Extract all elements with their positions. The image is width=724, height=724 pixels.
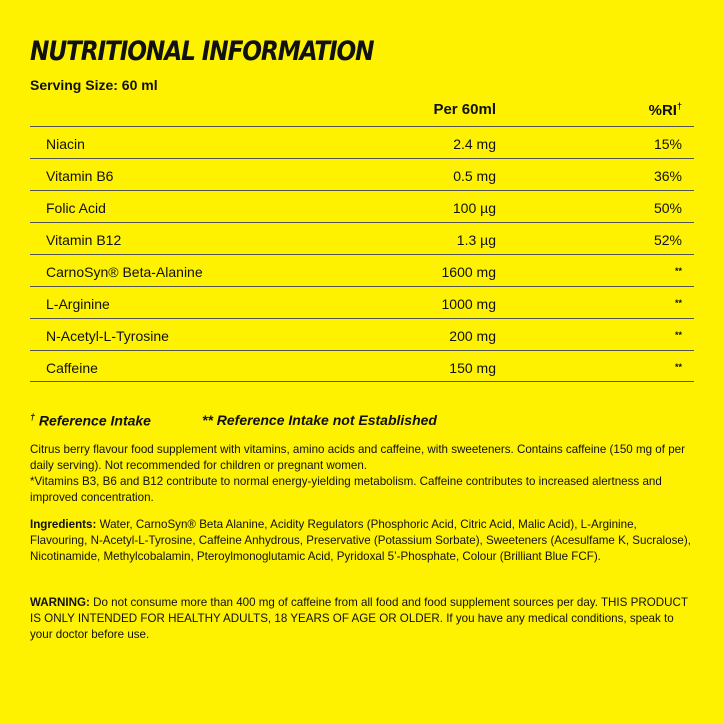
nutrient-name: Vitamin B6 [46, 168, 114, 184]
table-row [30, 158, 694, 190]
table-row [30, 350, 694, 382]
table-row [30, 318, 694, 350]
footnote-not-established: ** Reference Intake not Established [202, 412, 437, 428]
ingredients-paragraph [30, 517, 694, 565]
page-title: NUTRITIONAL INFORMATION [30, 36, 374, 67]
warning-paragraph [30, 595, 694, 643]
nutrient-ri: ** [674, 362, 682, 372]
table-row [30, 126, 694, 158]
nutrient-ri: 15% [653, 136, 682, 152]
ingredients-text: Water, CarnoSyn® Beta Alanine, Acidity Regulators (Phosphoric Acid, Citric Acid, Malic Acid), L-Arginine, Flavouring, N-Acetyl-L-Tyrosine, Caffeine Anhydrous, Preservative (Potassium Sorbate), Sweeteners (Acesulfame K, Sucralose), Nicotinamide, Methylcobalamin, Pteroylmonoglutamic Acid, Pyridoxal 5’-Phosphate, Colour (Brilliant Blue FCF). [30, 518, 691, 563]
column-header-ri-label: %RI [648, 102, 677, 119]
nutrient-ri: 52% [653, 232, 682, 248]
product-description: Citrus berry flavour food supplement with vitamins, amino acids and caffeine, with sweeteners. Contains caffeine (150 mg of per daily serving). Not recommended for children or pregnant women. [30, 443, 685, 472]
nutrient-ri: 36% [653, 168, 682, 184]
table-row [30, 190, 694, 222]
table-row [30, 222, 694, 254]
nutrient-name: Folic Acid [46, 200, 106, 216]
nutrient-ri: ** [674, 266, 682, 276]
table-row [30, 254, 694, 286]
table-row [30, 286, 694, 318]
nutrient-ri: ** [674, 298, 682, 308]
column-header-ri [649, 101, 682, 119]
nutrient-amount: 200 mg [449, 328, 496, 344]
nutrient-name: N-Acetyl-L-Tyrosine [46, 328, 169, 344]
nutrient-amount: 2.4 mg [453, 136, 496, 152]
footnote-text: Reference Intake [35, 412, 151, 429]
nutrient-amount: 150 mg [449, 360, 496, 376]
nutrient-amount: 1600 mg [441, 264, 496, 280]
nutrient-name: Caffeine [46, 360, 98, 376]
nutrient-amount: 1.3 µg [456, 232, 496, 248]
nutrient-amount: 1000 mg [441, 296, 496, 312]
nutrient-name: Vitamin B12 [46, 232, 122, 248]
column-header-per-serving: Per 60ml [433, 101, 496, 118]
nutrient-name: Niacin [46, 136, 85, 152]
nutrient-amount: 100 µg [452, 200, 496, 216]
column-header-ri-mark: † [676, 101, 682, 111]
footnote-mark: † [30, 412, 36, 422]
nutrient-name: CarnoSyn® Beta-Alanine [46, 264, 203, 280]
nutrient-ri: ** [674, 330, 682, 340]
nutrition-table [30, 126, 694, 382]
vitamins-note: *Vitamins B3, B6 and B12 contribute to normal energy-yielding metabolism. Caffeine contributes to increased alertness and improved concentration. [30, 475, 662, 504]
serving-size: Serving Size: 60 ml [30, 77, 158, 93]
footnote-reference-intake [30, 412, 151, 429]
nutrient-ri: 50% [653, 200, 682, 216]
warning-text: Do not consume more than 400 mg of caffeine from all food and food supplement sources per day. THIS PRODUCT IS ONLY INTENDED FOR HEALTHY ADULTS, 18 YEARS OF AGE OR OLDER. If you have any medical conditions, speak to your doctor before use. [30, 596, 688, 641]
warning-label: WARNING: [30, 596, 90, 609]
nutrient-name: L-Arginine [46, 296, 110, 312]
ingredients-label: Ingredients: [30, 518, 97, 531]
nutrient-amount: 0.5 mg [453, 168, 496, 184]
